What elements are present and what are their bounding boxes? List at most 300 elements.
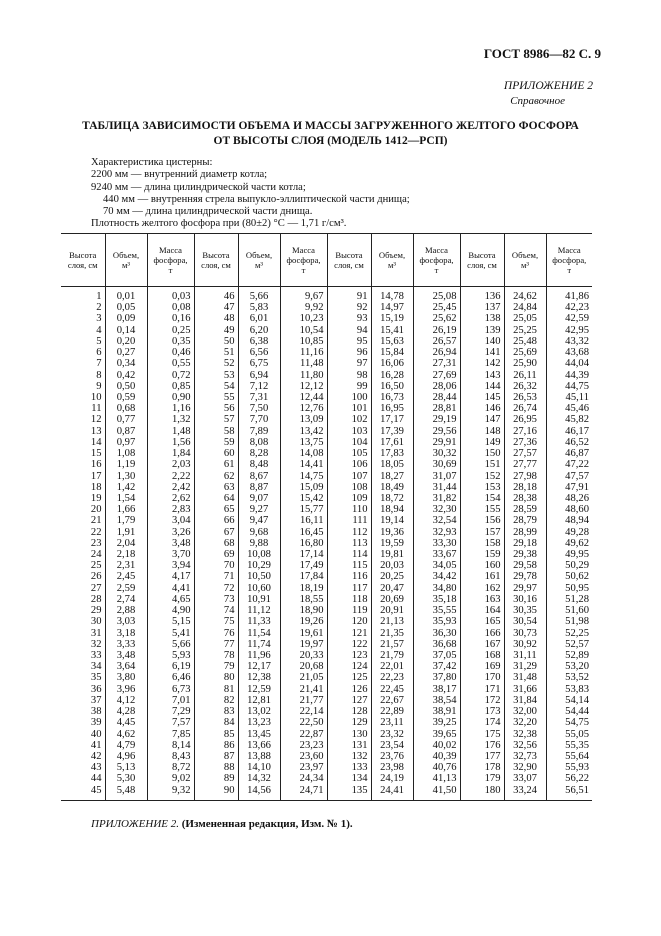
height-cell: 107	[327, 471, 371, 482]
height-cell: 75	[194, 616, 238, 627]
volume-cell: 5,48	[105, 785, 147, 801]
height-cell: 1	[96, 291, 102, 302]
height-cell: 37	[90, 694, 102, 706]
height-cell: 24	[90, 549, 102, 561]
mass-cell: 13,09	[280, 414, 327, 425]
mass-cell: 36,30	[413, 628, 460, 639]
height-cell: 32	[90, 638, 102, 650]
volume-cell: 16,28	[371, 370, 413, 381]
mass-cell: 37,05	[413, 650, 460, 661]
height-cell: 59	[194, 437, 238, 448]
height-cell: 65	[194, 504, 238, 515]
mass-cell: 19,61	[280, 628, 327, 639]
height-cell: 138	[460, 313, 504, 324]
mass-cell: 19,26	[280, 616, 327, 627]
mass-cell: 53,20	[546, 661, 592, 672]
volume-cell: 26,11	[504, 370, 546, 381]
mass-cell: 55,35	[546, 740, 592, 751]
height-cell: 110	[327, 504, 371, 515]
volume-cell: 7,12	[238, 381, 280, 392]
volume-cell: 1,66	[105, 504, 147, 515]
mass-cell: 10,54	[280, 325, 327, 336]
document-code: ГОСТ 8986—82 С. 9	[483, 46, 601, 61]
height-cell: 108	[327, 482, 371, 493]
height-cell: 100	[327, 392, 371, 403]
mass-cell: 3,26	[147, 527, 194, 538]
volume-cell: 21,35	[371, 628, 413, 639]
height-cell: 91	[327, 287, 371, 303]
volume-cell: 13,45	[238, 729, 280, 740]
volume-cell: 0,59	[105, 392, 147, 403]
table-row	[61, 684, 592, 695]
volume-cell: 30,16	[504, 594, 546, 605]
mass-cell: 15,77	[280, 504, 327, 515]
height-cell: 143	[460, 370, 504, 381]
table-row	[61, 392, 592, 403]
height-cell: 178	[460, 762, 504, 773]
height-cell: 115	[327, 560, 371, 571]
mass-cell: 14,75	[280, 471, 327, 482]
volume-cell: 16,50	[371, 381, 413, 392]
mass-cell: 54,14	[546, 695, 592, 706]
height-cell: 69	[194, 549, 238, 560]
mass-cell: 15,09	[280, 482, 327, 493]
volume-cell: 2,18	[105, 549, 147, 560]
height-cell: 35	[90, 672, 102, 684]
column-header-height: Высота слоя, см	[327, 234, 371, 287]
height-cell: 111	[327, 515, 371, 526]
volume-cell: 25,69	[504, 347, 546, 358]
volume-cell: 15,41	[371, 325, 413, 336]
mass-cell: 25,62	[413, 313, 460, 324]
volume-cell: 10,60	[238, 583, 280, 594]
height-cell: 122	[327, 639, 371, 650]
volume-cell: 6,94	[238, 370, 280, 381]
mass-cell: 0,90	[147, 392, 194, 403]
volume-cell: 10,91	[238, 594, 280, 605]
column-header-mass: Масса фосфора, т	[147, 234, 194, 287]
mass-cell: 0,72	[147, 370, 194, 381]
mass-cell: 6,73	[147, 684, 194, 695]
height-cell: 5	[96, 335, 102, 347]
height-cell: 92	[327, 302, 371, 313]
mass-cell: 51,98	[546, 616, 592, 627]
column-header-mass: Масса фосфора, т	[413, 234, 460, 287]
volume-cell: 25,90	[504, 358, 546, 369]
volume-cell: 22,89	[371, 706, 413, 717]
column-header-mass: Масса фосфора, т	[280, 234, 327, 287]
mass-cell: 23,60	[280, 751, 327, 762]
column-header-volume: Объем, м³	[504, 234, 546, 287]
volume-cell: 23,98	[371, 762, 413, 773]
height-cell: 44	[90, 773, 102, 785]
volume-cell: 16,73	[371, 392, 413, 403]
table-row	[61, 527, 592, 538]
mass-cell: 45,46	[546, 403, 592, 414]
height-cell: 46	[194, 287, 238, 303]
height-cell: 130	[327, 729, 371, 740]
volume-cell: 13,23	[238, 717, 280, 728]
height-cell: 84	[194, 717, 238, 728]
mass-cell: 22,14	[280, 706, 327, 717]
height-cell: 77	[194, 639, 238, 650]
spec-line: 70 мм — длина цилиндрической части днища.	[103, 206, 313, 218]
height-cell: 10	[90, 391, 102, 403]
table-row	[61, 493, 592, 504]
table-row	[61, 403, 592, 414]
height-cell: 93	[327, 313, 371, 324]
height-cell: 98	[327, 370, 371, 381]
height-cell: 137	[460, 302, 504, 313]
mass-cell: 0,03	[147, 287, 194, 303]
height-cell: 135	[327, 785, 371, 801]
mass-cell: 1,48	[147, 426, 194, 437]
volume-cell: 8,67	[238, 471, 280, 482]
mass-cell: 18,19	[280, 583, 327, 594]
volume-cell: 4,45	[105, 717, 147, 728]
mass-cell: 43,32	[546, 336, 592, 347]
mass-cell: 21,05	[280, 672, 327, 683]
volume-cell: 6,75	[238, 358, 280, 369]
height-cell: 127	[327, 695, 371, 706]
height-cell: 134	[327, 773, 371, 784]
mass-cell: 3,48	[147, 538, 194, 549]
height-cell: 140	[460, 336, 504, 347]
volume-cell: 31,66	[504, 684, 546, 695]
height-cell: 56	[194, 403, 238, 414]
height-cell: 112	[327, 527, 371, 538]
volume-cell: 29,18	[504, 538, 546, 549]
mass-cell: 4,17	[147, 571, 194, 582]
volume-cell: 24,41	[371, 785, 413, 801]
mass-cell: 3,70	[147, 549, 194, 560]
volume-cell: 24,19	[371, 773, 413, 784]
mass-cell: 40,02	[413, 740, 460, 751]
mass-cell: 56,22	[546, 773, 592, 784]
footnote	[91, 818, 353, 830]
height-cell: 113	[327, 538, 371, 549]
volume-cell: 0,20	[105, 336, 147, 347]
mass-cell: 50,95	[546, 583, 592, 594]
volume-cell: 0,01	[105, 287, 147, 303]
table-row	[61, 414, 592, 425]
mass-cell: 19,97	[280, 639, 327, 650]
volume-cell: 32,20	[504, 717, 546, 728]
mass-cell: 51,28	[546, 594, 592, 605]
volume-cell: 17,83	[371, 448, 413, 459]
mass-cell: 46,17	[546, 426, 592, 437]
mass-cell: 28,06	[413, 381, 460, 392]
mass-cell: 23,23	[280, 740, 327, 751]
height-cell: 99	[327, 381, 371, 392]
mass-cell: 25,08	[413, 287, 460, 303]
height-cell: 161	[460, 571, 504, 582]
volume-cell: 29,78	[504, 571, 546, 582]
height-cell: 125	[327, 672, 371, 683]
height-cell: 80	[194, 672, 238, 683]
mass-cell: 24,34	[280, 773, 327, 784]
volume-cell: 26,32	[504, 381, 546, 392]
volume-cell: 1,42	[105, 482, 147, 493]
mass-cell: 0,35	[147, 336, 194, 347]
volume-cell: 12,38	[238, 672, 280, 683]
height-cell: 147	[460, 414, 504, 425]
height-cell: 73	[194, 594, 238, 605]
volume-cell: 1,79	[105, 515, 147, 526]
mass-cell: 17,84	[280, 571, 327, 582]
height-cell: 28	[90, 593, 102, 605]
height-cell: 180	[460, 785, 504, 801]
volume-cell: 18,72	[371, 493, 413, 504]
height-cell: 23	[90, 537, 102, 549]
volume-cell: 0,97	[105, 437, 147, 448]
volume-cell: 24,84	[504, 302, 546, 313]
mass-cell: 9,92	[280, 302, 327, 313]
mass-cell: 55,64	[546, 751, 592, 762]
mass-cell: 17,14	[280, 549, 327, 560]
height-cell: 60	[194, 448, 238, 459]
mass-cell: 41,50	[413, 785, 460, 801]
mass-cell: 40,76	[413, 762, 460, 773]
height-cell: 57	[194, 414, 238, 425]
table-row	[61, 672, 592, 683]
volume-cell: 20,25	[371, 571, 413, 582]
volume-cell: 32,73	[504, 751, 546, 762]
volume-cell: 27,98	[504, 471, 546, 482]
mass-cell: 9,32	[147, 785, 194, 801]
height-cell: 40	[90, 728, 102, 740]
volume-cell: 4,79	[105, 740, 147, 751]
mass-cell: 29,91	[413, 437, 460, 448]
mass-cell: 44,04	[546, 358, 592, 369]
spec-line: 9240 мм — длина цилиндрической части котла;	[91, 181, 306, 193]
height-cell: 126	[327, 684, 371, 695]
mass-cell: 18,90	[280, 605, 327, 616]
volume-cell: 3,18	[105, 628, 147, 639]
height-cell: 167	[460, 639, 504, 650]
volume-cell: 21,57	[371, 639, 413, 650]
height-cell: 103	[327, 426, 371, 437]
mass-cell: 6,19	[147, 661, 194, 672]
volume-cell: 29,97	[504, 583, 546, 594]
height-cell: 146	[460, 403, 504, 414]
volume-cell: 18,05	[371, 459, 413, 470]
table-row	[61, 336, 592, 347]
volume-cell: 30,35	[504, 605, 546, 616]
volume-cell: 19,14	[371, 515, 413, 526]
height-cell: 82	[194, 695, 238, 706]
height-cell: 104	[327, 437, 371, 448]
tank-specs	[91, 157, 410, 231]
height-cell: 34	[90, 661, 102, 673]
height-cell: 48	[194, 313, 238, 324]
height-cell: 58	[194, 426, 238, 437]
height-cell: 47	[194, 302, 238, 313]
height-cell: 155	[460, 504, 504, 515]
height-cell: 97	[327, 358, 371, 369]
height-cell: 160	[460, 560, 504, 571]
height-cell: 85	[194, 729, 238, 740]
table-row	[61, 605, 592, 616]
mass-cell: 42,95	[546, 325, 592, 336]
appendix-subtitle: Справочное	[510, 95, 565, 107]
volume-cell: 32,90	[504, 762, 546, 773]
mass-cell: 9,67	[280, 287, 327, 303]
volume-cell: 28,79	[504, 515, 546, 526]
height-cell: 128	[327, 706, 371, 717]
mass-cell: 7,29	[147, 706, 194, 717]
height-cell: 171	[460, 684, 504, 695]
height-cell: 15	[90, 448, 102, 460]
volume-cell: 2,74	[105, 594, 147, 605]
volume-cell: 10,29	[238, 560, 280, 571]
height-cell: 106	[327, 459, 371, 470]
height-cell: 19	[90, 492, 102, 504]
volume-cell: 9,07	[238, 493, 280, 504]
height-cell: 136	[460, 287, 504, 303]
height-cell: 67	[194, 527, 238, 538]
mass-cell: 41,13	[413, 773, 460, 784]
mass-cell: 49,62	[546, 538, 592, 549]
volume-cell: 5,30	[105, 773, 147, 784]
mass-cell: 0,25	[147, 325, 194, 336]
height-cell: 53	[194, 370, 238, 381]
volume-cell: 3,48	[105, 650, 147, 661]
height-cell: 29	[90, 605, 102, 617]
volume-cell: 11,54	[238, 628, 280, 639]
height-cell: 87	[194, 751, 238, 762]
mass-cell: 10,23	[280, 313, 327, 324]
volume-cell: 7,89	[238, 426, 280, 437]
volume-cell: 0,77	[105, 414, 147, 425]
mass-cell: 15,42	[280, 493, 327, 504]
mass-cell: 0,16	[147, 313, 194, 324]
footnote-appendix: ПРИЛОЖЕНИЕ 2.	[91, 818, 179, 830]
height-cell: 169	[460, 661, 504, 672]
mass-cell: 0,46	[147, 347, 194, 358]
volume-cell: 29,38	[504, 549, 546, 560]
height-cell: 118	[327, 594, 371, 605]
volume-cell: 5,66	[238, 287, 280, 303]
volume-cell: 0,50	[105, 381, 147, 392]
volume-cell: 28,18	[504, 482, 546, 493]
height-cell: 27	[90, 582, 102, 594]
mass-cell: 34,42	[413, 571, 460, 582]
height-cell: 21	[90, 515, 102, 527]
table-row	[61, 302, 592, 313]
mass-cell: 1,84	[147, 448, 194, 459]
height-cell: 173	[460, 706, 504, 717]
height-cell: 42	[90, 750, 102, 762]
mass-cell: 11,48	[280, 358, 327, 369]
mass-cell: 5,66	[147, 639, 194, 650]
volume-cell: 4,62	[105, 729, 147, 740]
table-row	[61, 706, 592, 717]
mass-cell: 26,57	[413, 336, 460, 347]
table-header-row	[61, 234, 592, 287]
mass-cell: 8,14	[147, 740, 194, 751]
volume-cell: 30,73	[504, 628, 546, 639]
volume-cell: 0,34	[105, 358, 147, 369]
height-cell: 51	[194, 347, 238, 358]
height-cell: 20	[90, 504, 102, 516]
mass-cell: 36,68	[413, 639, 460, 650]
volume-cell: 2,88	[105, 605, 147, 616]
mass-cell: 35,55	[413, 605, 460, 616]
height-cell: 72	[194, 583, 238, 594]
mass-cell: 42,59	[546, 313, 592, 324]
mass-cell: 45,82	[546, 414, 592, 425]
table-row	[61, 381, 592, 392]
mass-cell: 16,11	[280, 515, 327, 526]
height-cell: 145	[460, 392, 504, 403]
volume-cell: 26,53	[504, 392, 546, 403]
volume-cell: 2,59	[105, 583, 147, 594]
table-row	[61, 347, 592, 358]
mass-cell: 51,60	[546, 605, 592, 616]
mass-cell: 2,22	[147, 471, 194, 482]
height-cell: 156	[460, 515, 504, 526]
height-cell: 43	[90, 762, 102, 774]
height-cell: 11	[91, 403, 102, 415]
mass-cell: 21,77	[280, 695, 327, 706]
table-row	[61, 785, 592, 801]
volume-cell: 10,50	[238, 571, 280, 582]
height-cell: 50	[194, 336, 238, 347]
table-row	[61, 616, 592, 627]
mass-cell: 2,03	[147, 459, 194, 470]
table-row	[61, 549, 592, 560]
volume-cell: 5,83	[238, 302, 280, 313]
volume-cell: 3,96	[105, 684, 147, 695]
mass-cell: 4,41	[147, 583, 194, 594]
height-cell: 16	[90, 459, 102, 471]
mass-cell: 42,23	[546, 302, 592, 313]
height-cell: 62	[194, 471, 238, 482]
height-cell: 102	[327, 414, 371, 425]
volume-cell: 11,33	[238, 616, 280, 627]
volume-cell: 25,48	[504, 336, 546, 347]
volume-cell: 32,00	[504, 706, 546, 717]
mass-cell: 30,32	[413, 448, 460, 459]
volume-cell: 1,08	[105, 448, 147, 459]
height-cell: 148	[460, 426, 504, 437]
mass-cell: 28,81	[413, 403, 460, 414]
volume-cell: 23,54	[371, 740, 413, 751]
mass-cell: 25,45	[413, 302, 460, 313]
height-cell: 38	[90, 706, 102, 718]
table-row	[61, 448, 592, 459]
volume-cell: 7,70	[238, 414, 280, 425]
volume-cell: 2,31	[105, 560, 147, 571]
height-cell: 157	[460, 527, 504, 538]
mass-cell: 0,85	[147, 381, 194, 392]
volume-cell: 17,39	[371, 426, 413, 437]
mass-cell: 32,54	[413, 515, 460, 526]
mass-cell: 55,93	[546, 762, 592, 773]
volume-cell: 3,03	[105, 616, 147, 627]
mass-cell: 4,90	[147, 605, 194, 616]
volume-cell: 31,84	[504, 695, 546, 706]
height-cell: 22	[90, 526, 102, 538]
volume-cell: 31,11	[504, 650, 546, 661]
mass-cell: 45,11	[546, 392, 592, 403]
volume-cell: 25,25	[504, 325, 546, 336]
height-cell: 14	[90, 436, 102, 448]
mass-cell: 0,55	[147, 358, 194, 369]
mass-cell: 13,75	[280, 437, 327, 448]
height-cell: 139	[460, 325, 504, 336]
